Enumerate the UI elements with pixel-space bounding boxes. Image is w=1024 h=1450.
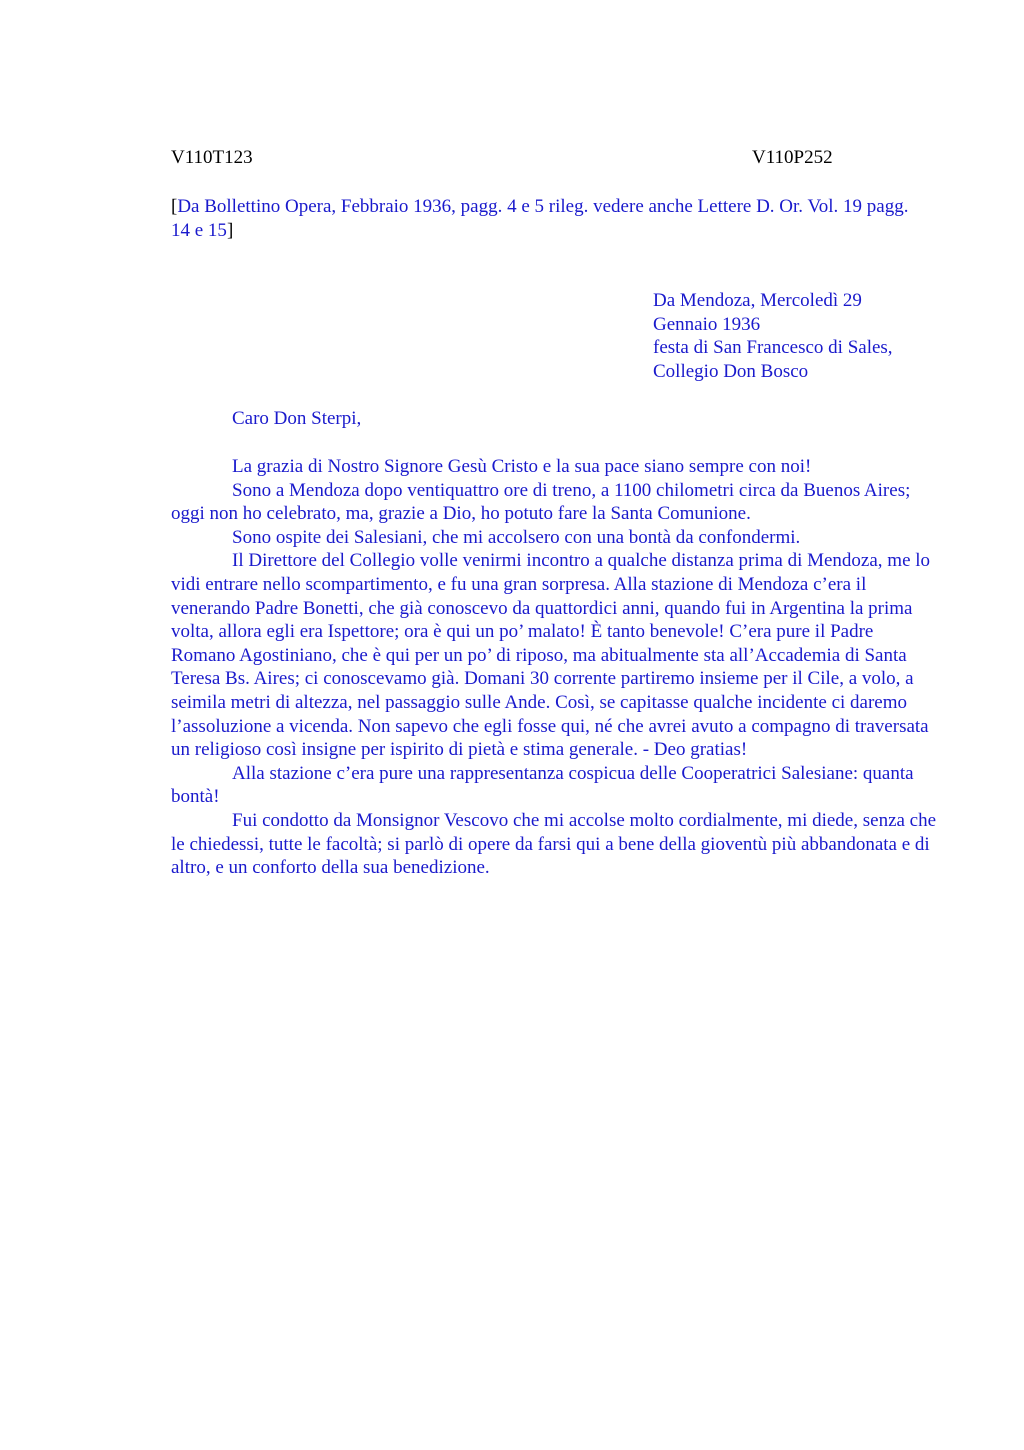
source-note	[171, 195, 931, 242]
letter-paragraph: Sono ospite dei Salesiani, che mi accolsero con una bontà da confondermi.	[232, 526, 801, 548]
letter-body	[171, 455, 941, 880]
place-date-line: Collegio Don Bosco	[653, 360, 809, 382]
source-note-close-bracket: ]	[226, 219, 234, 241]
letter-place-date	[653, 289, 953, 383]
letter-paragraph: Fui condotto da Monsignor Vescovo che mi accolse molto cordialmente, mi diede, senza che le chiedessi, tutte le facoltà; si parlò di opere da farsi qui a bene della gioventù più abbandonata e di altro, e un conforto della sua benedizione.	[171, 809, 937, 879]
letter-paragraph: Il Direttore del Collegio volle venirmi incontro a qualche distanza prima di Mendoza, me lo vidi entrare nello scompartimento, e fu una gran sorpresa. Alla stazione di Mendoza c’era il venerando Padre Bonetti, che già conoscevo da quattordici anni, quando fui in Argentina la prima volta, allora egli era Ispettore; ora è qui un po’ malato! È tanto benevole! C’era pure il Padre Romano Agostiniano, che è qui per un po’ di riposo, ma abitualmente sta all’Accademia di Santa Teresa Bs. Aires; ci conoscevamo già. Domani 30 corrente partiremo insieme per il Cile, a volo, a seimila metri di altezza, nel passaggio sulle Ande. Così, se capitasse qualche incidente ci daremo l’assoluzione a vicenda. Non sapevo che egli fosse qui, né che avrei avuto a compagno di traversata un religioso così insigne per ispirito di pietà e stima generale. - Deo gratias!	[171, 550, 931, 761]
source-note-text: Da Bollettino Opera, Febbraio 1936, pagg. 4 e 5 rileg. vedere anche Lettere D. Or. Vol. 19 pagg. 14 e 15	[171, 196, 909, 241]
letter-paragraph: Alla stazione c’era pure una rappresentanza cospicua delle Cooperatrici Salesiane: quanta bontà!	[171, 762, 914, 808]
place-date-line: Gennaio 1936	[653, 313, 761, 335]
source-note-open-bracket: [	[171, 196, 178, 217]
document-code-right: V110P252	[752, 147, 833, 168]
place-date-line: Da Mendoza, Mercoledì 29	[653, 290, 862, 311]
letter-paragraph: La grazia di Nostro Signore Gesù Cristo e la sua pace siano sempre con noi!	[232, 456, 812, 477]
place-date-line: festa di San Francesco di Sales,	[653, 337, 893, 359]
document-code-left: V110T123	[171, 147, 253, 168]
letter-paragraph: Sono a Mendoza dopo ventiquattro ore di treno, a 1100 chilometri circa da Buenos Aires; oggi non ho celebrato, ma, grazie a Dio, ho potuto fare la Santa Comunione.	[171, 479, 911, 525]
letter-salutation: Caro Don Sterpi,	[232, 408, 362, 429]
